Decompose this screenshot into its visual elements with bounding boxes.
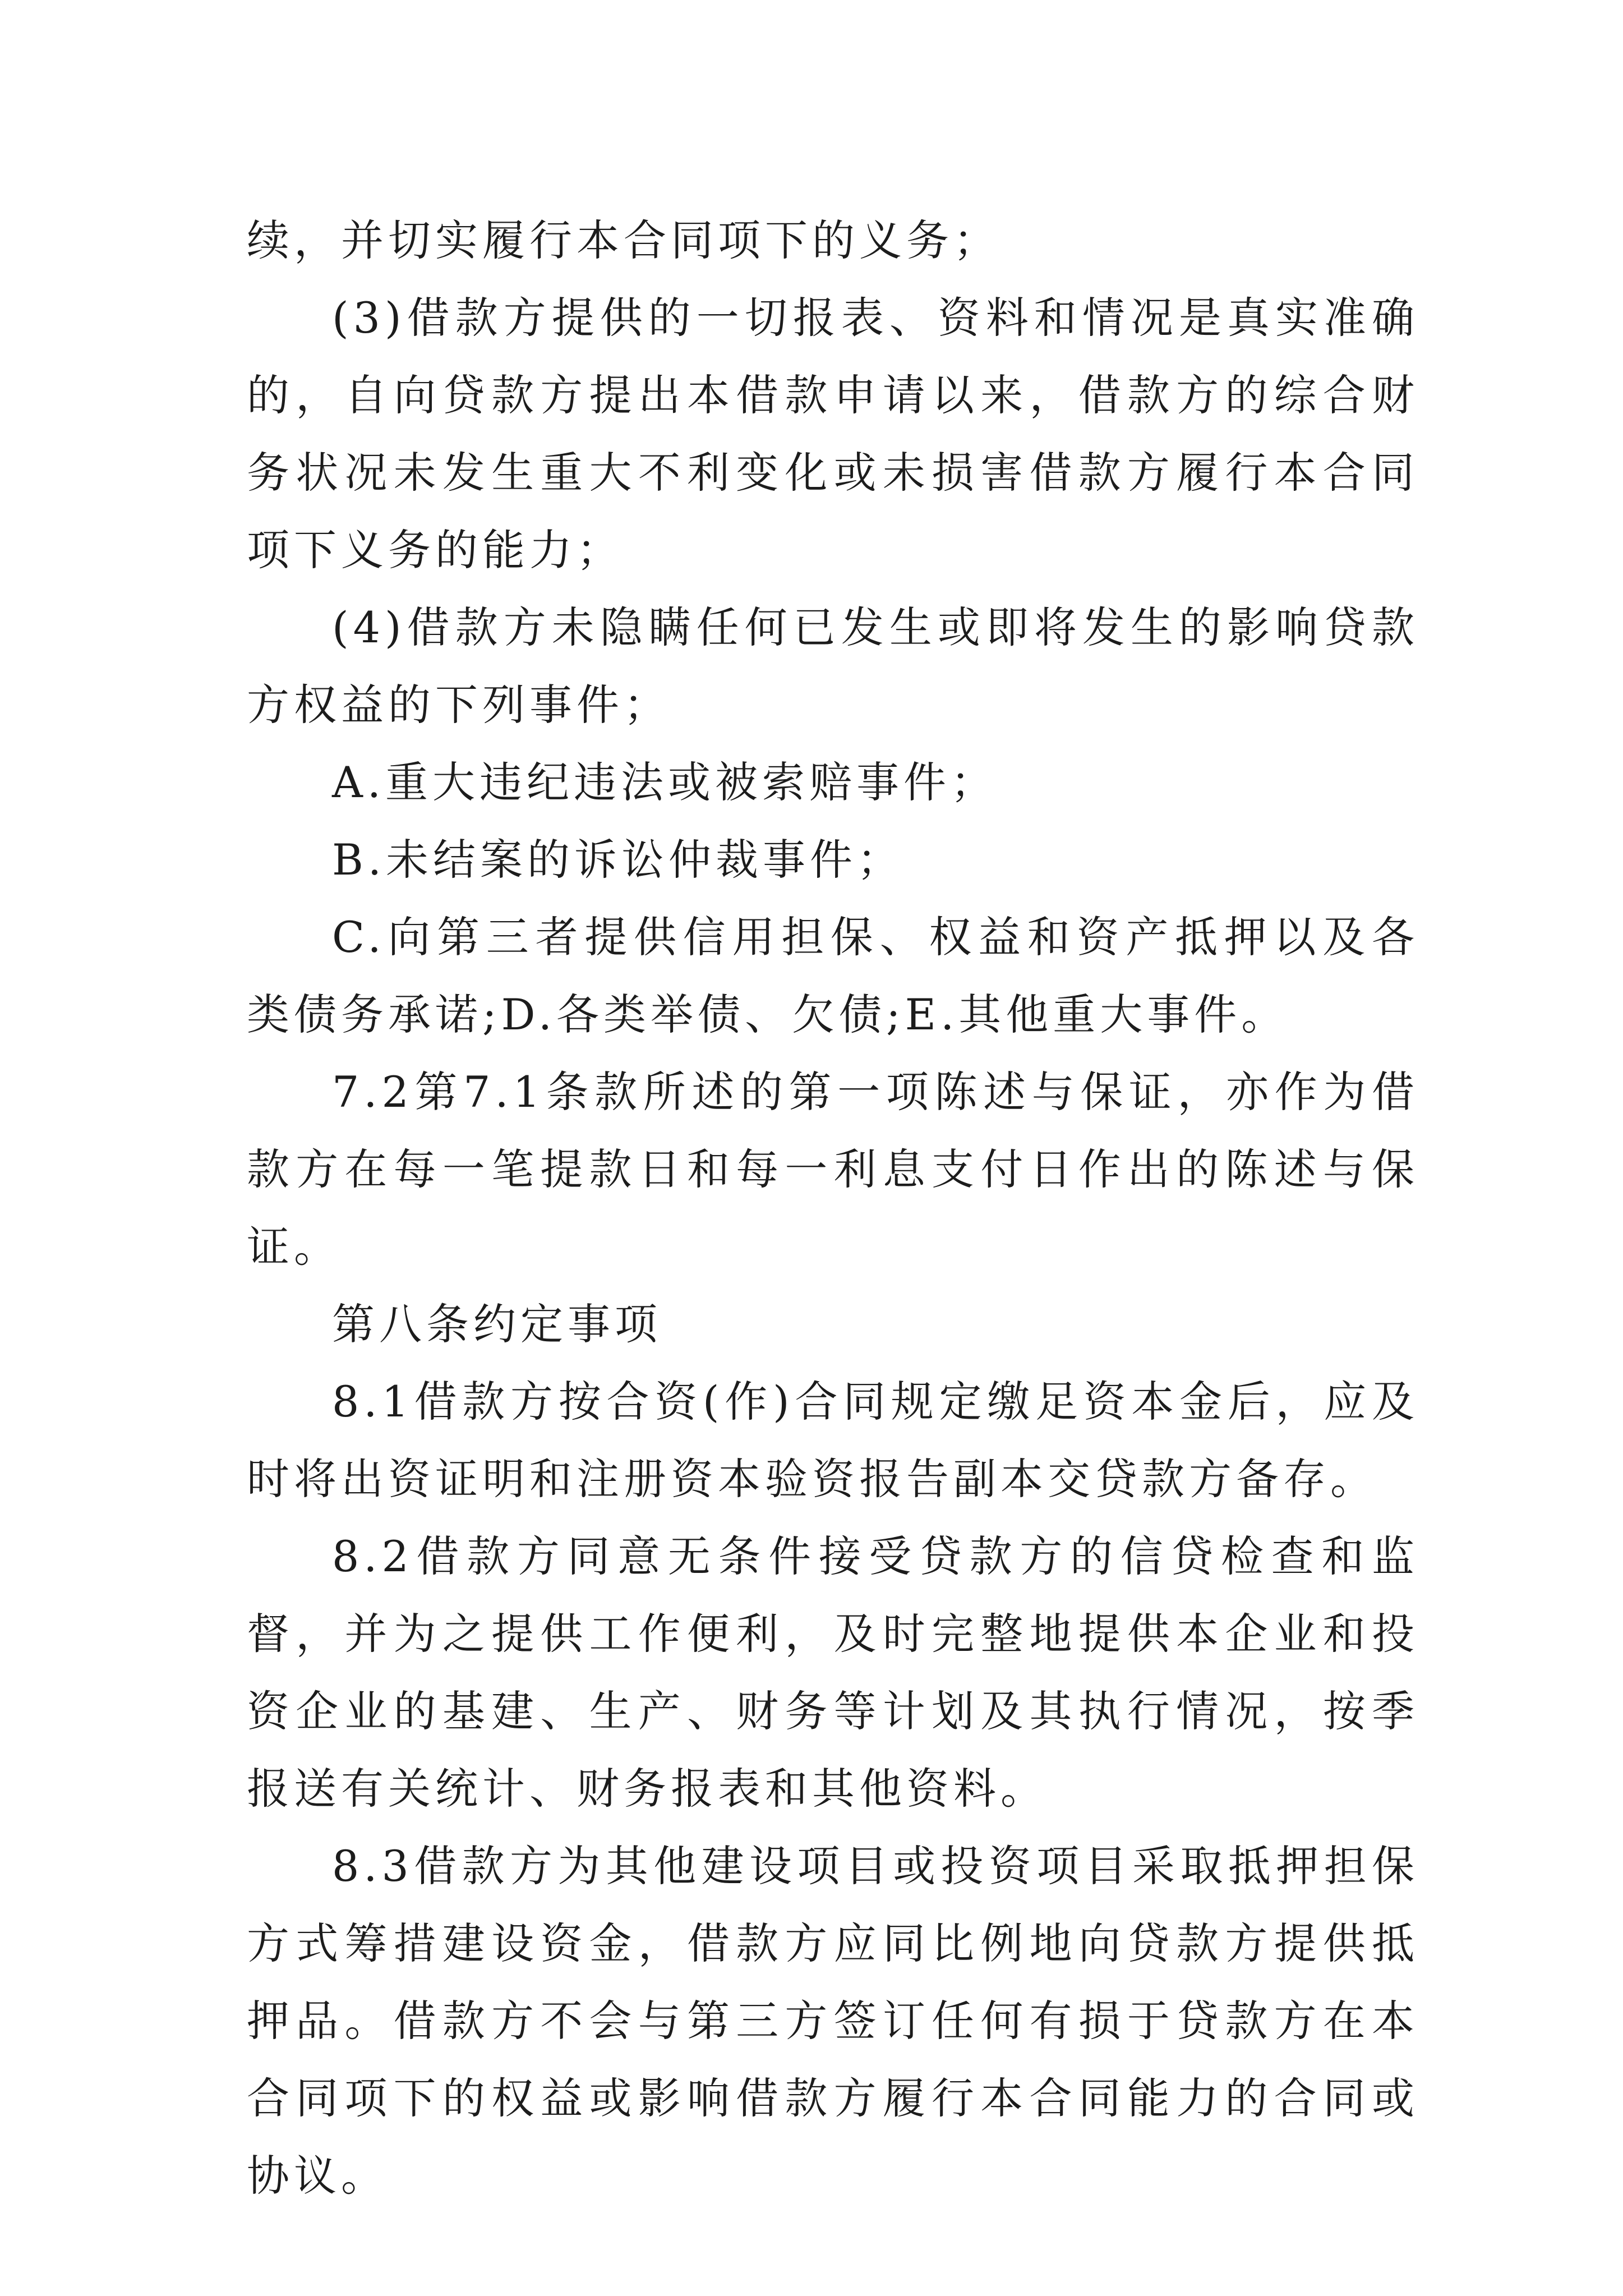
- paragraph-section-8-2: 8.2借款方同意无条件接受贷款方的信贷检查和监督，并为之提供工作便利，及时完整地提供本企业和投资企业的基建、生产、财务等计划及其执行情况，按季报送有关统计、财务报表和其他资料。: [247, 1531, 1419, 1814]
- section-heading-article-8: 第八条约定事项: [332, 1299, 662, 1349]
- paragraph-section-7-2: 7.2第7.1条款所述的第一项陈述与保证，亦作为借款方在每一笔提款日和每一利息支付日作出的陈述与保证。: [247, 1067, 1419, 1272]
- paragraph-item-c: C.向第三者提供信用担保、权益和资产抵押以及各类债务承诺;D.各类举债、欠债;E.其他重大事件。: [247, 912, 1419, 1039]
- paragraph-continuation: 续，并切实履行本合同项下的义务；: [247, 215, 1000, 265]
- paragraph-clause-3: (3)借款方提供的一切报表、资料和情况是真实准确的，自向贷款方提出本借款申请以来，借款方的综合财务状况未发生重大不利变化或未损害借款方履行本合同项下义务的能力；: [247, 293, 1419, 575]
- document-body: [247, 202, 1419, 2215]
- paragraph-clause-4: (4)借款方未隐瞒任何已发生或即将发生的影响贷款方权益的下列事件；: [247, 602, 1419, 730]
- paragraph-section-8-3: 8.3借款方为其他建设项目或投资项目采取抵押担保方式筹措建设资金，借款方应同比例地向贷款方提供抵押品。借款方不会与第三方签订任何有损于贷款方在本合同项下的权益或影响借款方履行本合同能力的合同或协议。: [247, 1841, 1419, 2201]
- paragraph-section-8-1: 8.1借款方按合资(作)合同规定缴足资本金后，应及时将出资证明和注册资本验资报告副本交贷款方备存。: [247, 1377, 1419, 1504]
- paragraph-item-b: B.未结案的诉讼仲裁事件；: [332, 835, 905, 885]
- paragraph-item-a: A.重大违纪违法或被索赔事件；: [332, 757, 998, 807]
